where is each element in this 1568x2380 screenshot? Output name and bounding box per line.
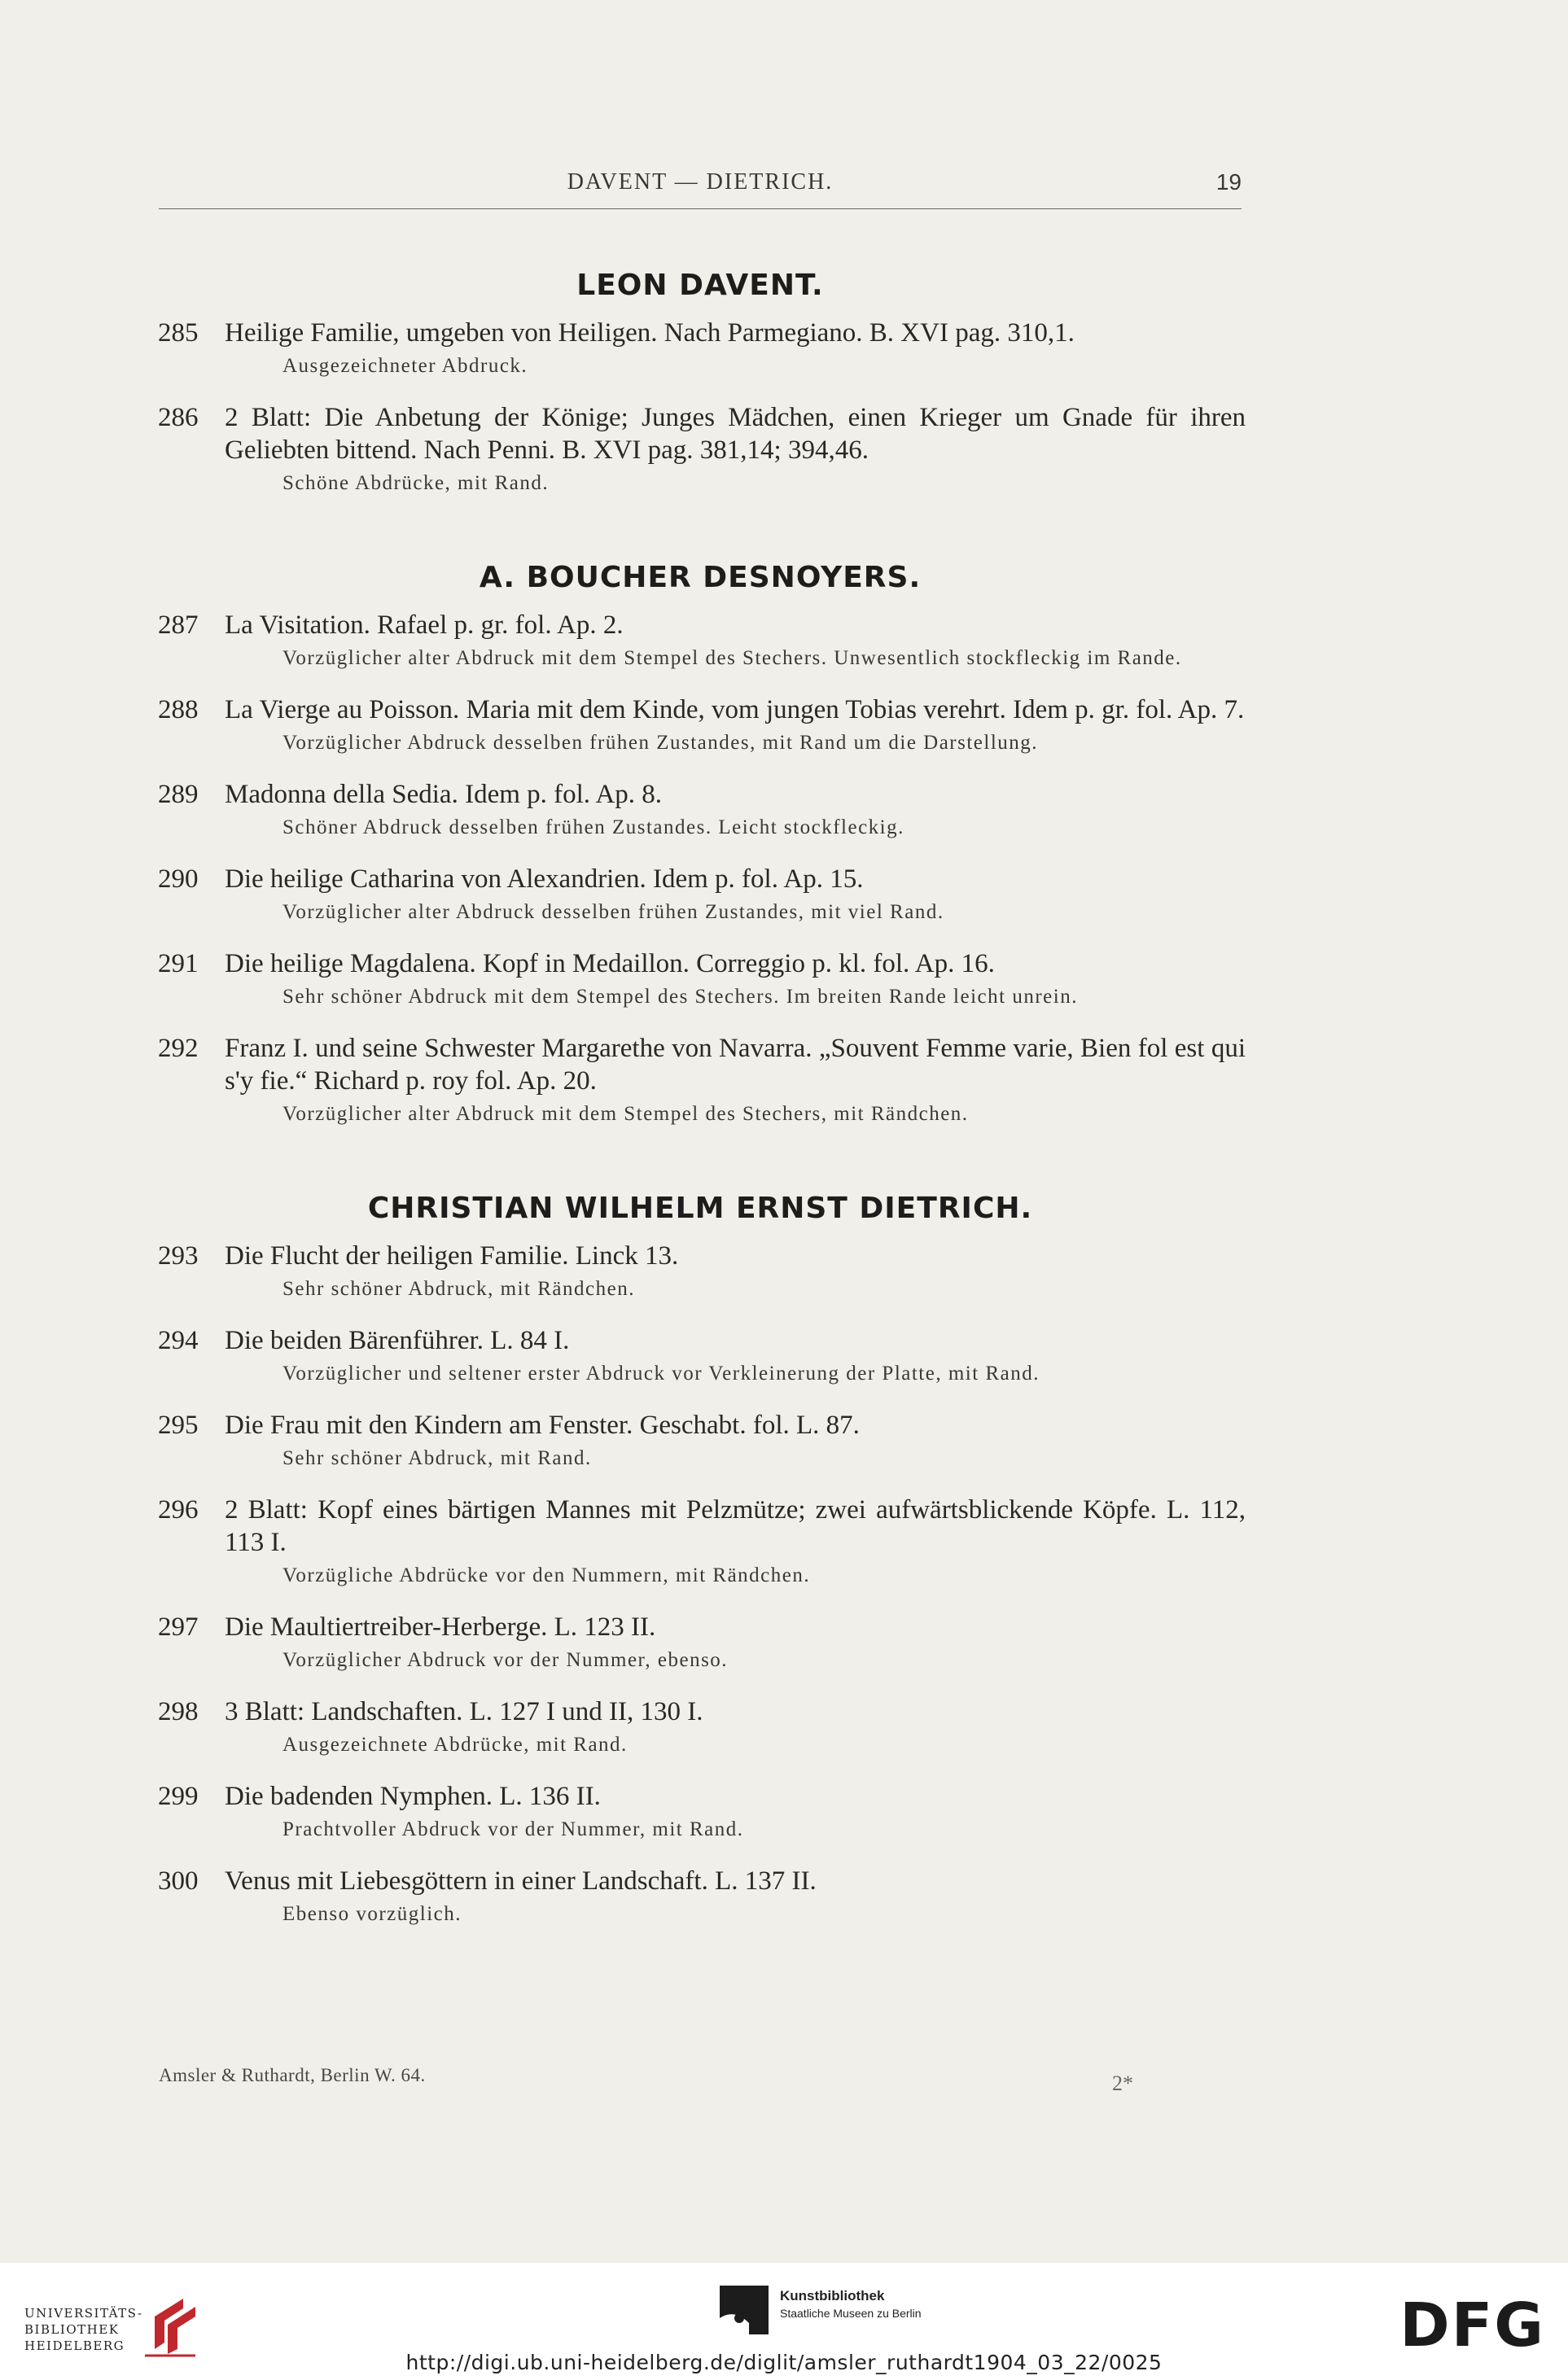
entry-number: 296 xyxy=(158,1495,199,1525)
entry-note: Sehr schöner Abdruck, mit Rand. xyxy=(283,1447,592,1469)
catalogue-entry xyxy=(155,1324,1246,1388)
entry-title: Die badenden Nymphen. L. 136 II. xyxy=(225,1782,601,1811)
catalogue-entry xyxy=(155,1611,1246,1674)
catalogue-entry xyxy=(155,1865,1246,1928)
entry-note: Vorzüglicher alter Abdruck mit dem Stempel des Stechers, mit Rändchen. xyxy=(283,1103,969,1125)
catalogue-entry xyxy=(155,1780,1246,1844)
entry-note: Vorzüglicher Abdruck vor der Nummer, ebenso. xyxy=(283,1649,729,1671)
dfg-logo[interactable]: DFG xyxy=(1399,2290,1545,2360)
section-heading: LEON DAVENT. xyxy=(576,269,824,302)
entry-number: 285 xyxy=(158,318,199,348)
entry-main xyxy=(155,1780,1246,1813)
catalogue-entry xyxy=(155,1032,1246,1128)
entry-number: 289 xyxy=(158,780,199,809)
entry-note: Ebenso vorzüglich. xyxy=(283,1903,462,1925)
kunstbibliothek-mark-icon xyxy=(720,2286,769,2334)
catalogue-entry xyxy=(155,1240,1246,1303)
entry-number: 293 xyxy=(158,1241,199,1271)
entry-number: 295 xyxy=(158,1411,199,1440)
entry-title: Die Maultiertreiber-Herberge. L. 123 II. xyxy=(225,1612,656,1642)
entry-title: Die Flucht der heiligen Familie. Linck 13. xyxy=(225,1241,679,1271)
catalogue-entry xyxy=(155,778,1246,842)
entry-main xyxy=(155,863,1246,895)
entry-note: Ausgezeichnete Abdrücke, mit Rand. xyxy=(283,1734,628,1756)
entry-main xyxy=(155,778,1246,811)
entry-title: 2 Blatt: Kopf eines bärtigen Mannes mit Pelzmütze; zwei aufwärtsblickende Köpfe. L. 112, 113 I. xyxy=(225,1495,1246,1557)
entry-main xyxy=(155,1409,1246,1442)
entry-title: Venus mit Liebesgöttern in einer Landschaft. L. 137 II. xyxy=(225,1866,817,1896)
permalink-url[interactable]: http://digi.ub.uni-heidelberg.de/diglit/amsler_ruthardt1904_03_22/0025 xyxy=(405,2351,1163,2374)
entry-number: 291 xyxy=(158,949,199,978)
catalogue-entry xyxy=(155,317,1246,380)
entry-title: 3 Blatt: Landschaften. L. 127 I und II, 130 I. xyxy=(225,1697,703,1726)
entry-note: Vorzüglicher Abdruck desselben frühen Zustandes, mit Rand um die Darstellung. xyxy=(283,732,1039,754)
entry-main xyxy=(155,1611,1246,1643)
entry-main xyxy=(155,1695,1246,1728)
entry-title: Die Frau mit den Kindern am Fenster. Geschabt. fol. L. 87. xyxy=(225,1411,860,1440)
entry-main xyxy=(155,609,1246,641)
kunstbibliothek-subtitle: Staatliche Museen zu Berlin xyxy=(780,2307,922,2320)
entry-main xyxy=(155,947,1246,980)
entry-main xyxy=(155,401,1246,466)
entry-number: 294 xyxy=(158,1326,199,1355)
ub-logo-line: BIBLIOTHEK xyxy=(24,2322,120,2337)
entry-number: 288 xyxy=(158,695,199,724)
entry-note: Sehr schöner Abdruck mit dem Stempel des Stechers. Im breiten Rande leicht unrein. xyxy=(283,986,1078,1008)
entry-note: Vorzügliche Abdrücke vor den Nummern, mit Rändchen. xyxy=(283,1564,811,1586)
kunstbibliothek-name: Kunstbibliothek xyxy=(780,2288,885,2303)
catalogue-entry xyxy=(155,401,1246,497)
entry-note: Vorzüglicher alter Abdruck mit dem Stempel des Stechers. Unwesentlich stockfleckig im Rande. xyxy=(283,647,1182,669)
entry-number: 290 xyxy=(158,864,199,894)
catalogue-entry xyxy=(155,863,1246,926)
entry-number: 286 xyxy=(158,403,199,432)
ub-logo-line: HEIDELBERG xyxy=(24,2338,125,2353)
section-heading: A. BOUCHER DESNOYERS. xyxy=(479,561,922,594)
entry-note: Vorzüglicher und seltener erster Abdruck vor Verkleinerung der Platte, mit Rand. xyxy=(283,1363,1040,1385)
entry-title: Heilige Familie, umgeben von Heiligen. Nach Parmegiano. B. XVI pag. 310,1. xyxy=(225,318,1075,348)
section-heading: CHRISTIAN WILHELM ERNST DIETRICH. xyxy=(367,1192,1033,1225)
entry-main xyxy=(155,317,1246,349)
entry-number: 297 xyxy=(158,1612,199,1642)
entry-number: 299 xyxy=(158,1782,199,1811)
catalogue-content xyxy=(155,269,1246,1992)
entry-main xyxy=(155,1865,1246,1897)
entry-title: La Visitation. Rafael p. gr. fol. Ap. 2. xyxy=(225,610,624,640)
entry-main xyxy=(155,1494,1246,1559)
entry-title: Die beiden Bärenführer. L. 84 I. xyxy=(225,1326,570,1355)
entry-note: Schöner Abdruck desselben frühen Zustandes. Leicht stockfleckig. xyxy=(283,816,904,838)
ub-logo-line: UNIVERSITÄTS- xyxy=(24,2306,143,2321)
entry-main xyxy=(155,1032,1246,1097)
entry-number: 298 xyxy=(158,1697,199,1726)
entry-note: Sehr schöner Abdruck, mit Rändchen. xyxy=(283,1278,635,1300)
catalogue-entry xyxy=(155,947,1246,1011)
entry-number: 292 xyxy=(158,1034,199,1063)
entry-title: Die heilige Magdalena. Kopf in Medaillon. Correggio p. kl. fol. Ap. 16. xyxy=(225,949,995,978)
entry-main xyxy=(155,1324,1246,1357)
catalogue-entry xyxy=(155,1695,1246,1759)
kunstbibliothek-text xyxy=(780,2287,922,2321)
signature-mark: 2* xyxy=(1112,2072,1133,2095)
entry-number: 300 xyxy=(158,1866,199,1896)
entry-note: Ausgezeichneter Abdruck. xyxy=(283,355,528,377)
entry-note: Vorzüglicher alter Abdruck desselben frühen Zustandes, mit viel Rand. xyxy=(283,901,944,923)
entry-note: Schöne Abdrücke, mit Rand. xyxy=(283,472,550,494)
catalogue-section xyxy=(155,561,1246,1128)
catalogue-entry xyxy=(155,609,1246,672)
catalogue-entry xyxy=(155,1409,1246,1472)
catalogue-entry xyxy=(155,1494,1246,1590)
entry-title: Die heilige Catharina von Alexandrien. Idem p. fol. Ap. 15. xyxy=(225,864,864,894)
catalogue-section xyxy=(155,1192,1246,1928)
printer-imprint: Amsler & Ruthardt, Berlin W. 64. xyxy=(159,2065,426,2085)
page-number: 19 xyxy=(1215,169,1242,195)
entry-title: Madonna della Sedia. Idem p. fol. Ap. 8. xyxy=(225,780,663,809)
entry-number: 287 xyxy=(158,610,199,640)
catalogue-entry xyxy=(155,693,1246,757)
entry-note: Prachtvoller Abdruck vor der Nummer, mit Rand. xyxy=(283,1818,744,1840)
entry-title: 2 Blatt: Die Anbetung der Könige; Junges Mädchen, einen Krieger um Gnade für ihren Geliebten bittend. Nach Penni. B. XVI pag. 381,14; 394,46. xyxy=(225,403,1246,465)
catalogue-section xyxy=(155,269,1246,497)
ub-logo-text xyxy=(24,2305,143,2354)
entry-main xyxy=(155,1240,1246,1272)
entry-main xyxy=(155,693,1246,726)
running-head-title: DAVENT — DIETRICH. xyxy=(567,169,834,195)
header-divider xyxy=(159,208,1242,209)
entry-title: Franz I. und seine Schwester Margarethe von Navarra. „Souvent Femme varie, Bien fol est qui s'y fie.“ Richard p. roy fol. Ap. 20. xyxy=(225,1034,1246,1096)
entry-title: La Vierge au Poisson. Maria mit dem Kinde, vom jungen Tobias verehrt. Idem p. gr. fol. Ap. 7. xyxy=(225,695,1245,724)
